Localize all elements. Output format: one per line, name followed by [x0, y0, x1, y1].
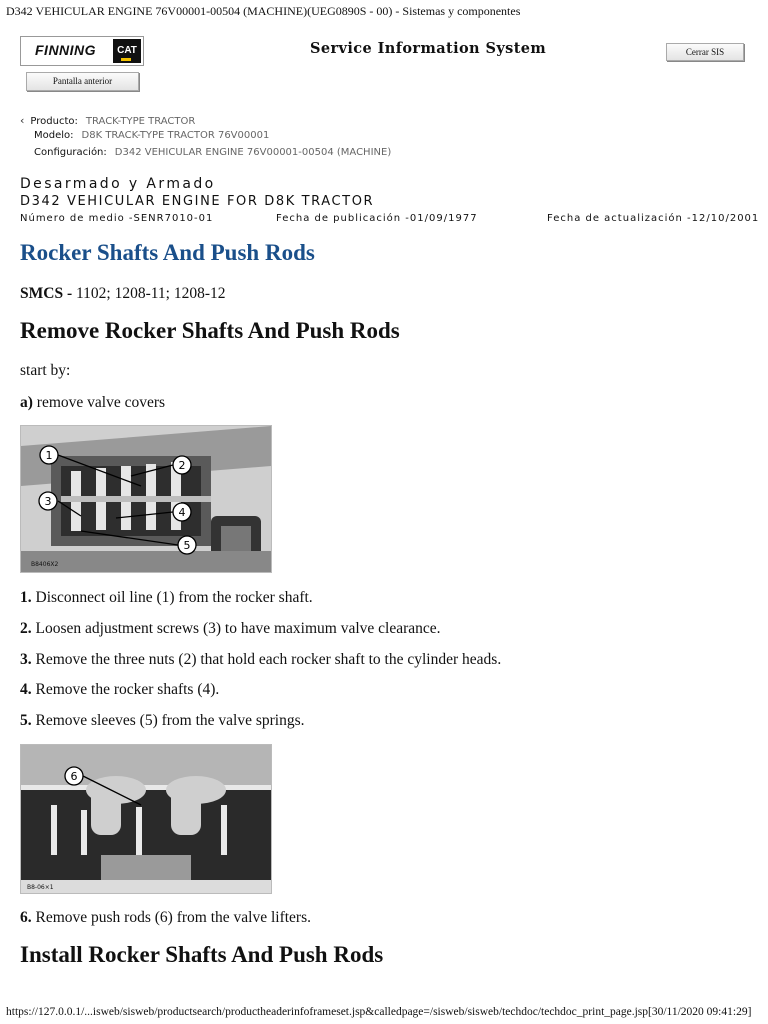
smcs-line: SMCS - 1102; 1208-11; 1208-12: [20, 285, 226, 302]
prerequisite: a) remove valve covers: [20, 394, 166, 411]
push-rod-photo: [20, 744, 272, 894]
breadcrumb-model: Modelo: D8K TRACK-TYPE TRACTOR 76V00001: [34, 130, 270, 141]
article-title: Rocker Shafts And Push Rods: [20, 240, 315, 265]
media-number: Número de medio -SENR7010-01: [20, 213, 214, 224]
close-sis-button[interactable]: Cerrar SIS: [666, 43, 744, 61]
image1-caption: B8406X2: [31, 561, 59, 568]
step-6: 6. Remove push rods (6) from the valve lifters.: [20, 909, 311, 926]
section-subtitle: D342 VEHICULAR ENGINE FOR D8K TRACTOR: [20, 194, 375, 209]
section-title: Desarmado y Armado: [20, 176, 216, 192]
step-5: 5. Remove sleeves (5) from the valve springs.: [20, 712, 305, 729]
callout-label-1: 1: [45, 449, 53, 462]
rocker-shaft-photo: [20, 425, 272, 573]
publication-date: Fecha de publicación -01/09/1977: [276, 213, 478, 224]
remove-heading: Remove Rocker Shafts And Push Rods: [20, 318, 400, 343]
push-rod-photo-svg: [21, 745, 271, 893]
rocker-shaft-photo-svg: [21, 426, 271, 572]
breadcrumb-product: ‹ Producto: TRACK-TYPE TRACTOR: [20, 114, 196, 127]
finning-cat-logo: [20, 36, 144, 66]
callout-label-5: 5: [183, 539, 191, 552]
page-header: D342 VEHICULAR ENGINE 76V00001-00504 (MACHINE)(UEG0890S - 00) - Sistemas y componentes: [6, 4, 521, 18]
callout-label-2: 2: [178, 459, 186, 472]
system-title: Service Information System: [310, 40, 547, 57]
step-4: 4. Remove the rocker shafts (4).: [20, 681, 220, 698]
update-date: Fecha de actualización -12/10/2001: [547, 213, 760, 224]
step-3: 3. Remove the three nuts (2) that hold each rocker shaft to the cylinder heads.: [20, 651, 502, 668]
step-2: 2. Loosen adjustment screws (3) to have maximum valve clearance.: [20, 620, 441, 637]
image2-caption: B8-06×1: [27, 884, 54, 891]
callout-label-6: 6: [70, 770, 78, 783]
callout-label-4: 4: [178, 506, 186, 519]
configuration-link[interactable]: D342 VEHICULAR ENGINE 76V00001-00504 (MACHINE): [114, 147, 392, 158]
product-link[interactable]: TRACK-TYPE TRACTOR: [85, 116, 196, 127]
page-footer-url: https://127.0.0.1/...isweb/sisweb/productsearch/productheaderinfoframeset.jsp&calledpage=/sisweb/sisweb/techdoc/techdoc_print_page.jsp[30/11/2020 09:41:29]: [6, 1006, 752, 1018]
breadcrumb-configuration: Configuración: D342 VEHICULAR ENGINE 76V00001-00504 (MACHINE): [34, 147, 392, 158]
finning-logo: FINNING: [35, 42, 97, 58]
start-by: start by:: [20, 362, 71, 379]
cat-logo-icon: CAT: [113, 39, 141, 63]
callout-label-3: 3: [44, 495, 52, 508]
model-link[interactable]: D8K TRACK-TYPE TRACTOR 76V00001: [81, 130, 270, 141]
previous-screen-button[interactable]: Pantalla anterior: [26, 72, 139, 91]
step-1: 1. Disconnect oil line (1) from the rocker shaft.: [20, 589, 313, 606]
back-arrow-icon[interactable]: ‹: [20, 114, 25, 127]
install-heading: Install Rocker Shafts And Push Rods: [20, 942, 384, 967]
